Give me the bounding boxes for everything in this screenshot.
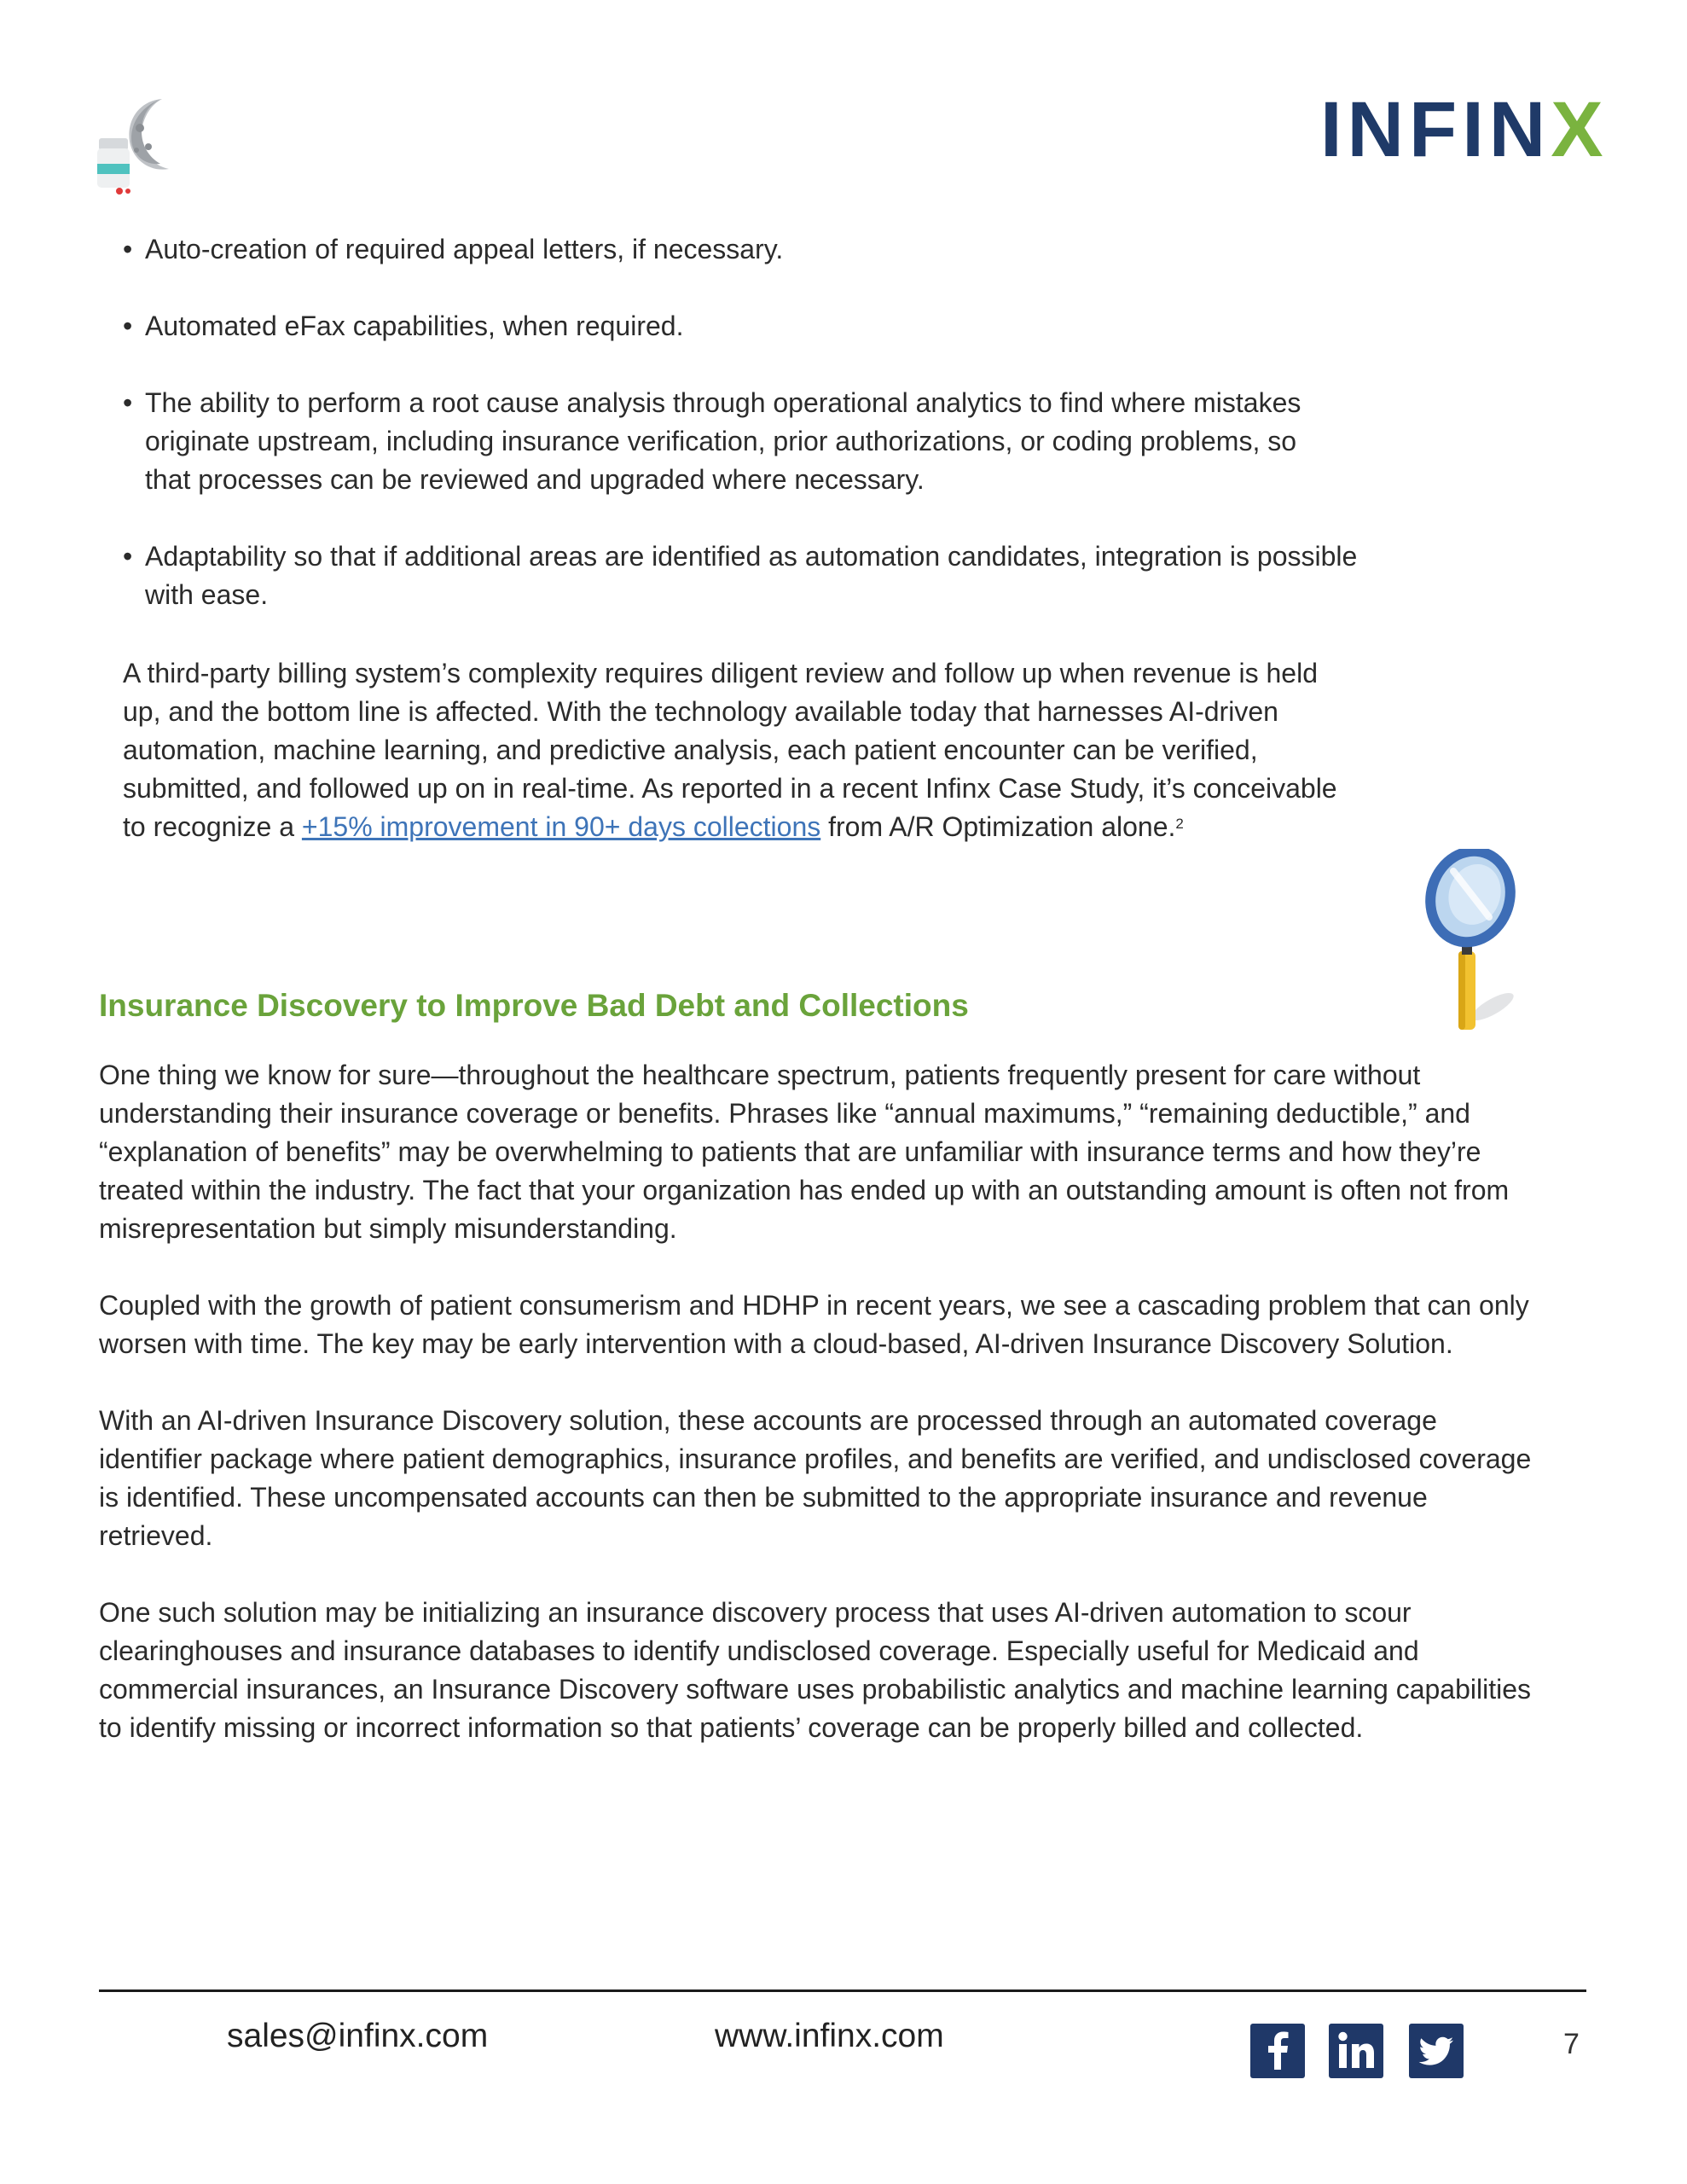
body-paragraph: With an AI-driven Insurance Discovery solution, these accounts are processed through an automated coverage identifier package where patient demographics, insurance profiles, and benefits are verified, and undisclosed coverage is identified. These uncompensated accounts can then be submitted to the appropriate insurance and revenue retrieved. — [99, 1405, 1532, 1551]
list-item — [119, 307, 1348, 346]
linkedin-icon[interactable] — [1329, 2024, 1383, 2078]
footer-email-link[interactable]: sales@infinx.com — [227, 2018, 489, 2054]
facebook-icon[interactable] — [1250, 2024, 1305, 2078]
feature-bullet-list — [119, 230, 1358, 653]
list-item-text: Auto-creation of required appeal letters, if necessary. — [145, 234, 784, 264]
list-item-text: Adaptability so that if additional areas are identified as automation candidates, integration is possible with ease. — [145, 541, 1358, 610]
bullet-marker: • — [123, 234, 133, 264]
bullet-marker: • — [123, 541, 133, 572]
brand-main: INFIN — [1320, 86, 1551, 173]
brand-accent: X — [1551, 86, 1609, 173]
section-body — [99, 1056, 1532, 1786]
footnote-marker: 2 — [1175, 816, 1184, 832]
body-paragraph: One such solution may be initializing an insurance discovery process that uses AI-driven automation to scour clearinghouses and insurance databases to identify undisclosed coverage. Especially useful for Medicaid and commercial insurances, an Insurance Discovery software uses probabilistic analytics and machine learning capabilities to identify missing or incorrect information so that patients’ coverage can be properly billed and collected. — [99, 1597, 1532, 1743]
intro-text-end: from A/R Optimization alone. — [820, 811, 1176, 842]
list-item-text: Automated eFax capabilities, when required. — [145, 311, 684, 341]
list-item — [119, 384, 1339, 499]
section-heading: Insurance Discovery to Improve Bad Debt and Collections — [99, 988, 969, 1023]
intro-text: A third-party billing system’s complexity requires diligent review and follow up when revenue is held up, and the bottom line is affected. With the technology available today that harnesses AI-driven automation, machine learning, and predictive analysis, each patient encounter can be verified, submitted, and followed up on in real-time. As reported in a recent Infinx Case Study, it’s conceivable to recognize a — [123, 658, 1337, 842]
footer-website-link[interactable]: www.infinx.com — [715, 2018, 944, 2054]
body-paragraph: Coupled with the growth of patient consumerism and HDHP in recent years, we see a cascading problem that can only worsen with time. The key may be early intervention with a cloud-based, AI-driven Insurance Discovery Solution. — [99, 1290, 1529, 1359]
bullet-marker: • — [123, 311, 133, 341]
list-item — [119, 537, 1373, 614]
list-item — [119, 230, 1348, 269]
case-study-link[interactable]: +15% improvement in 90+ days collections — [301, 811, 821, 842]
brand-logo — [1320, 86, 1609, 173]
list-item-text: The ability to perform a root cause analysis through operational analytics to find where mistakes originate upstream, including insurance verification, prior authorizations, or coding problems, so that processes can be reviewed and upgraded where necessary. — [145, 387, 1301, 495]
intro-paragraph — [123, 654, 1359, 846]
page-number: 7 — [1563, 2028, 1580, 2060]
footer-divider — [99, 1989, 1586, 1992]
bullet-marker: • — [123, 387, 133, 418]
moon-pill-bottle-icon — [96, 96, 172, 196]
magnifying-glass-icon — [1409, 849, 1520, 1045]
body-paragraph: One thing we know for sure—throughout the healthcare spectrum, patients frequently present for care without understanding their insurance coverage or benefits. Phrases like “annual maximums,” “remaining deductible,” and “explanation of benefits” may be overwhelming to patients that are unfamiliar with insurance terms and how they’re treated within the industry. The fact that your organization has ended up with an outstanding amount is often not from misrepresentation but simply misunderstanding. — [99, 1060, 1510, 1244]
twitter-icon[interactable] — [1409, 2024, 1464, 2078]
